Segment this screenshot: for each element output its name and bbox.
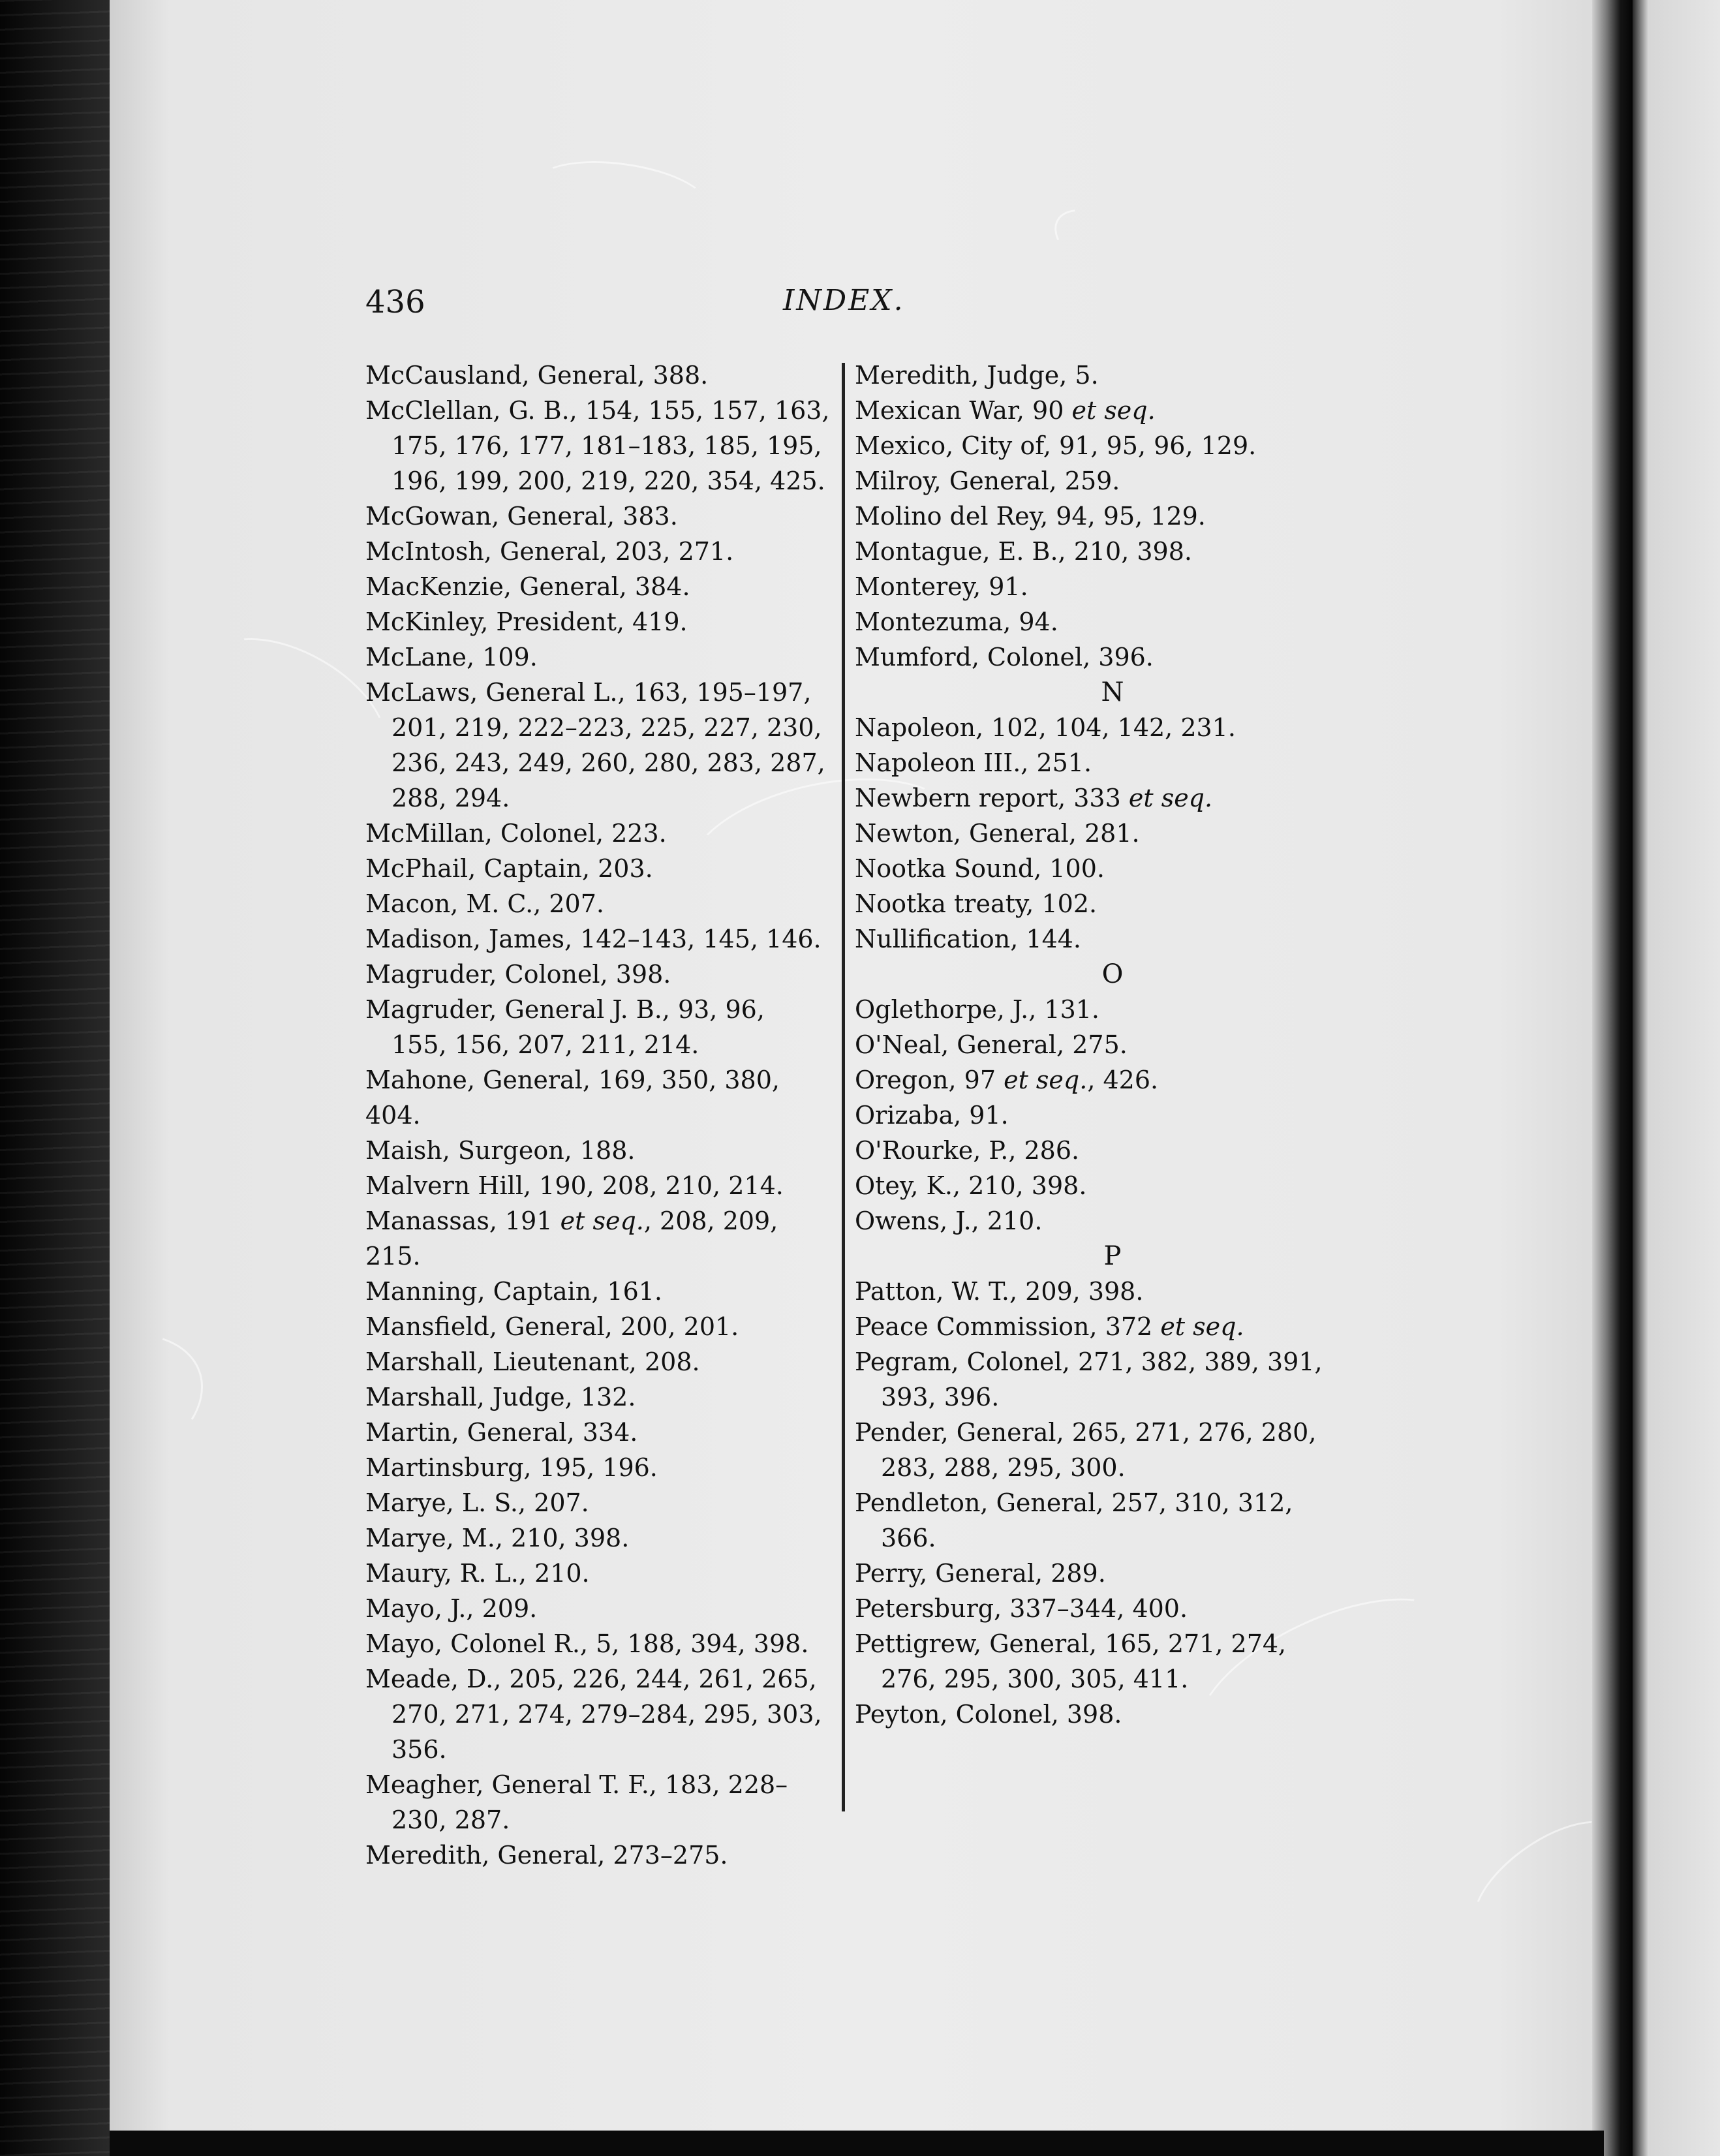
index-entry-line: Napoleon, 102, 104, 142, 231. — [855, 713, 1236, 742]
index-entry-continuation: 393, 396. — [881, 1383, 1000, 1411]
index-entry-line: Mumford, Colonel, 396. — [855, 643, 1154, 671]
index-entry — [365, 1591, 835, 1626]
index-entry-line: Martinsburg, 195, 196. — [365, 1453, 658, 1482]
index-entry — [365, 534, 835, 569]
index-entry — [365, 1661, 835, 1767]
index-entry-line: Peyton, Colonel, 398. — [855, 1700, 1122, 1729]
index-entry — [855, 992, 1370, 1027]
index-entry — [365, 1309, 835, 1344]
index-entry — [365, 1168, 835, 1203]
index-entry — [855, 604, 1370, 639]
index-entry — [365, 1344, 835, 1379]
index-entry-line: Petersburg, 337–344, 400. — [855, 1594, 1188, 1623]
index-entry-line: Meredith, General, 273–275. — [365, 1841, 728, 1870]
index-entry-line: McLaws, General L., 163, 195–197, — [365, 678, 812, 707]
section-letter: P — [1103, 1241, 1122, 1271]
index-entry-line: Macon, M. C., 207. — [365, 889, 604, 918]
column-rule — [842, 363, 845, 1811]
index-entry-continuation: 270, 271, 274, 279–284, 295, 303, — [392, 1700, 822, 1729]
index-column-right — [855, 358, 1370, 1732]
index-entry-line: Marye, M., 210, 398. — [365, 1524, 630, 1552]
index-entry — [365, 1556, 835, 1591]
index-entry-line: Martin, General, 334. — [365, 1418, 638, 1447]
index-entry — [365, 569, 835, 604]
index-entry — [365, 358, 835, 393]
index-entry — [365, 604, 835, 639]
index-entry — [365, 957, 835, 992]
index-entry — [365, 816, 835, 851]
section-letter: N — [1101, 677, 1124, 707]
index-entry-line: Owens, J., 210. — [855, 1207, 1043, 1235]
index-entry-line: Montezuma, 94. — [855, 608, 1058, 636]
index-entry — [855, 780, 1370, 816]
index-entry-continuation: 236, 243, 249, 260, 280, 283, 287, — [392, 748, 825, 777]
index-entry — [855, 1626, 1370, 1697]
index-entry-line: Milroy, General, 259. — [855, 467, 1120, 495]
index-entry-line: Oglethorpe, J., 131. — [855, 995, 1100, 1024]
book-cover-edge — [0, 0, 111, 2156]
index-entry — [365, 1133, 835, 1168]
index-entry — [855, 1415, 1370, 1485]
index-entry — [855, 428, 1370, 463]
index-entry-line: Molino del Rey, 94, 95, 129. — [855, 502, 1206, 531]
index-entry — [855, 745, 1370, 780]
index-entry — [365, 921, 835, 957]
index-entry-line: Mansfield, General, 200, 201. — [365, 1312, 739, 1341]
page-bottom-shadow — [110, 2131, 1604, 2156]
facing-page-edge — [1633, 0, 1720, 2156]
index-entry — [365, 1520, 835, 1556]
index-entry-line: Newton, General, 281. — [855, 819, 1140, 848]
index-entry — [365, 1485, 835, 1520]
index-entry-line: Marshall, Judge, 132. — [365, 1383, 636, 1411]
running-title: INDEX. — [783, 284, 905, 317]
index-entry-line: Meredith, Judge, 5. — [855, 361, 1099, 390]
index-entry — [855, 569, 1370, 604]
index-entry-line: Mexican War, 90 et seq. — [855, 396, 1156, 425]
index-entry-line: McLane, 109. — [365, 643, 538, 671]
index-entry-line: Oregon, 97 et seq., 426. — [855, 1066, 1159, 1094]
index-entry-line: O'Rourke, P., 286. — [855, 1136, 1080, 1165]
index-entry — [365, 1379, 835, 1415]
index-entry-line: McCausland, General, 388. — [365, 361, 709, 390]
index-entry-continuation: 276, 295, 300, 305, 411. — [881, 1665, 1189, 1693]
index-entry-line: Nootka treaty, 102. — [855, 889, 1098, 918]
index-entry — [855, 1309, 1370, 1344]
index-entry — [855, 1133, 1370, 1168]
index-entry — [855, 393, 1370, 428]
index-entry — [855, 1697, 1370, 1732]
index-entry-continuation: 201, 219, 222–223, 225, 227, 230, — [392, 713, 822, 742]
index-entry-line: Pettigrew, General, 165, 271, 274, — [855, 1629, 1287, 1658]
index-entry — [365, 1415, 835, 1450]
index-entry-line: Napoleon III., 251. — [855, 748, 1092, 777]
index-entry-continuation: 283, 288, 295, 300. — [881, 1453, 1126, 1482]
index-entry-line: Mahone, General, 169, 350, 380, 404. — [365, 1066, 780, 1130]
index-entry-continuation: 196, 199, 200, 219, 220, 354, 425. — [392, 467, 825, 495]
index-column-left — [365, 358, 835, 1873]
index-entry-line: Nootka Sound, 100. — [855, 854, 1105, 883]
index-entry — [855, 1485, 1370, 1556]
index-entry-line: MacKenzie, General, 384. — [365, 572, 690, 601]
index-entry — [365, 1767, 835, 1838]
index-entry-line: Magruder, Colonel, 398. — [365, 960, 671, 989]
index-entry — [855, 358, 1370, 393]
index-entry — [855, 1027, 1370, 1062]
index-entry-line: Montague, E. B., 210, 398. — [855, 537, 1192, 566]
index-entry — [855, 921, 1370, 957]
index-entry-line: Otey, K., 210, 398. — [855, 1171, 1087, 1200]
index-entry — [855, 1274, 1370, 1309]
index-entry — [855, 1062, 1370, 1098]
index-entry — [855, 1203, 1370, 1239]
index-entry-line: Mayo, J., 209. — [365, 1594, 538, 1623]
index-entry-line: Nullification, 144. — [855, 925, 1082, 953]
index-entry — [855, 1591, 1370, 1626]
index-entry — [855, 851, 1370, 886]
index-entry — [365, 1626, 835, 1661]
index-entry-line: Peace Commission, 372 et seq. — [855, 1312, 1244, 1341]
index-entry-line: McIntosh, General, 203, 271. — [365, 537, 734, 566]
index-entry-continuation: 366. — [881, 1524, 936, 1552]
index-entry-line: McMillan, Colonel, 223. — [365, 819, 667, 848]
index-entry — [365, 1203, 835, 1274]
index-entry — [855, 1168, 1370, 1203]
index-entry — [855, 710, 1370, 745]
index-entry-line: McPhail, Captain, 203. — [365, 854, 653, 883]
index-entry-line: Malvern Hill, 190, 208, 210, 214. — [365, 1171, 784, 1200]
index-entry — [365, 1450, 835, 1485]
index-entry-line: Pendleton, General, 257, 310, 312, — [855, 1488, 1293, 1517]
index-entry — [855, 1098, 1370, 1133]
index-entry — [855, 534, 1370, 569]
section-letter: O — [1101, 959, 1124, 989]
index-entry-line: Meagher, General T. F., 183, 228– — [365, 1770, 788, 1799]
index-entry — [855, 1344, 1370, 1415]
index-entry-line: Madison, James, 142–143, 145, 146. — [365, 925, 822, 953]
index-entry-line: Manning, Captain, 161. — [365, 1277, 662, 1306]
index-entry-line: Magruder, General J. B., 93, 96, — [365, 995, 765, 1024]
index-entry — [365, 851, 835, 886]
index-entry — [365, 675, 835, 816]
index-entry — [365, 992, 835, 1062]
index-entry-continuation: 288, 294. — [392, 784, 510, 812]
index-entry — [365, 886, 835, 921]
index-entry-line: Pender, General, 265, 271, 276, 280, — [855, 1418, 1317, 1447]
index-entry-line: McClellan, G. B., 154, 155, 157, 163, — [365, 396, 830, 425]
index-entry-continuation: 155, 156, 207, 211, 214. — [392, 1030, 699, 1059]
index-entry-line: McGowan, General, 383. — [365, 502, 678, 531]
index-entry-line: O'Neal, General, 275. — [855, 1030, 1128, 1059]
index-entry — [365, 393, 835, 499]
index-entry — [365, 1838, 835, 1873]
index-entry — [365, 639, 835, 675]
index-entry-continuation: 230, 287. — [392, 1806, 510, 1834]
index-entry — [365, 1274, 835, 1309]
index-entry-line: Marye, L. S., 207. — [365, 1488, 589, 1517]
index-entry-line: Meade, D., 205, 226, 244, 261, 265, — [365, 1665, 817, 1693]
index-entry-line: Manassas, 191 et seq., 208, 209, 215. — [365, 1207, 778, 1270]
index-entry-line: Monterey, 91. — [855, 572, 1028, 601]
index-entry-line: Mexico, City of, 91, 95, 96, 129. — [855, 431, 1257, 460]
index-entry-line: Newbern report, 333 et seq. — [855, 784, 1213, 812]
index-entry — [365, 499, 835, 534]
index-entry-continuation: 356. — [392, 1735, 447, 1764]
page-number: 436 — [365, 284, 425, 320]
index-entry-line: Maish, Surgeon, 188. — [365, 1136, 636, 1165]
index-entry-continuation: 175, 176, 177, 181–183, 185, 195, — [392, 431, 822, 460]
index-entry-line: McKinley, President, 419. — [365, 608, 688, 636]
index-entry-line: Marshall, Lieutenant, 208. — [365, 1348, 700, 1376]
running-head — [365, 284, 1344, 330]
index-entry — [855, 816, 1370, 851]
index-entry-line: Patton, W. T., 209, 398. — [855, 1277, 1144, 1306]
index-entry — [855, 1556, 1370, 1591]
index-entry-line: Mayo, Colonel R., 5, 188, 394, 398. — [365, 1629, 809, 1658]
index-entry-line: Pegram, Colonel, 271, 382, 389, 391, — [855, 1348, 1323, 1376]
index-entry — [855, 499, 1370, 534]
index-entry — [855, 639, 1370, 675]
index-entry — [365, 1062, 835, 1133]
index-entry-line: Maury, R. L., 210. — [365, 1559, 590, 1588]
index-entry — [855, 886, 1370, 921]
index-entry-line: Perry, General, 289. — [855, 1559, 1106, 1588]
index-entry — [855, 463, 1370, 499]
index-entry-line: Orizaba, 91. — [855, 1101, 1009, 1130]
